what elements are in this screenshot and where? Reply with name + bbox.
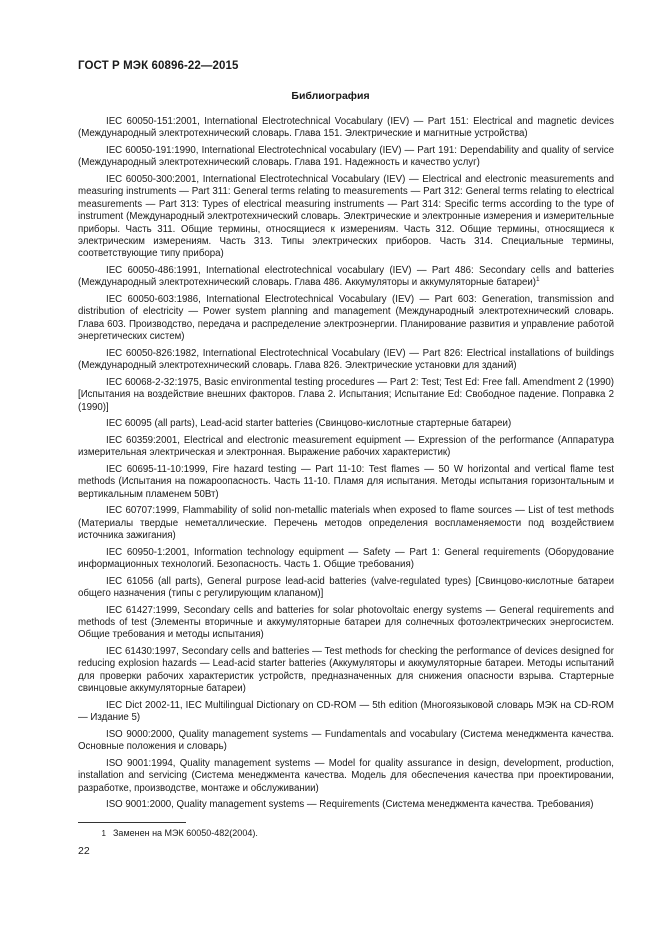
bibliography-entry bbox=[78, 505, 614, 542]
bibliography-entry bbox=[78, 145, 614, 170]
bibliography-entry bbox=[78, 758, 614, 795]
bibliography-title: Библиография bbox=[291, 90, 370, 102]
bibliography-entry bbox=[78, 799, 614, 811]
bibliography-entry bbox=[78, 646, 614, 696]
entry-text: ISO 9001:1994, Quality management systems — Model for quality assurance in design, development, production, installation and servicing (Система менеджмента качества. Модель для обеспечения качества при проектировании, разработке, производстве, монтаже и обслуживании) bbox=[78, 757, 614, 794]
entry-text: IEC 60050-191:1990, International Electrotechnical vocabulary (IEV) — Part 191: Dependability and quality of service (Международный электротехнический словарь. Глава 191. Надежность и качество услуг) bbox=[78, 145, 614, 169]
entry-text: IEC 60050-486:1991, International electrotechnical vocabulary (IEV) — Part 486: Secondary cells and batteries (Международный электротехнический словарь. Глава 486. Аккумуляторы и аккумуляторные батареи) bbox=[78, 265, 614, 289]
bibliography-entry bbox=[78, 700, 614, 725]
entry-text: IEC Dict 2002-11, IEC Multilingual Dictionary on CD-ROM — 5th edition (Многоязыковой словарь МЭК на CD-ROM — Издание 5) bbox=[78, 699, 614, 724]
footnote-reference: 1 bbox=[536, 276, 540, 284]
bibliography-entry bbox=[78, 547, 614, 572]
bibliography-list bbox=[78, 116, 614, 816]
bibliography-entry bbox=[78, 464, 614, 501]
entry-text: IEC 60068-2-32:1975, Basic environmental testing procedures — Part 2: Test; Test Ed: Free fall. Amendment 2 (1990) [Испытания на воздействие внешних факторов. Глава 2. Испытания; Испытание Ed: Свободное падение. Поправка 2 (1990)] bbox=[78, 376, 614, 413]
footnote-mark: 1 bbox=[101, 829, 106, 838]
bibliography-entry bbox=[78, 116, 614, 141]
entry-text: IEC 60050-300:2001, International Electrotechnical Vocabulary (IEV) — Electrical and electronic measurements and measuring instruments — Part 311: General terms relating to measurements — Part 312: General terms relating to electrical measurements — Part 313: Types of electrical measuring instruments — Part 314: Specific terms according to the type of instrument (Международный электротехнический словарь. Электрические и электронные измерения и измерительные приборы. Часть 311. Общие термины, относящиеся к измерениям. Часть 312. Общие термины, относящиеся к электрическим измерениям. Часть 313. Типы электрических приборов. Часть 314. Специальные термины, соответствующие типу прибора) bbox=[78, 174, 614, 260]
entry-text: IEC 60050-151:2001, International Electrotechnical Vocabulary (IEV) — Part 151: Electrical and magnetic devices (Международный электротехнический словарь. Глава 151. Электрические и магнитные устройства) bbox=[78, 116, 614, 140]
entry-text: ISO 9001:2000, Quality management systems — Requirements (Система менеджмента качества. Требования) bbox=[106, 799, 594, 811]
entry-text: IEC 60050-826:1982, International Electrotechnical Vocabulary (IEV) — Part 826: Electrical installations of buildings (Международный электротехнический словарь. Глава 826. Электрические установки для зданий) bbox=[78, 347, 614, 372]
footnote-separator bbox=[78, 822, 186, 823]
entry-text: IEC 60707:1999, Flammability of solid non-metallic materials when exposed to flame sources — List of test methods (Материалы твердые неметаллические. Перечень методов определения воспламеняемости под воздействием источника зажигания) bbox=[78, 505, 614, 542]
bibliography-entry bbox=[78, 174, 614, 261]
bibliography-entry bbox=[78, 265, 614, 290]
bibliography-entry bbox=[78, 435, 614, 460]
bibliography-entry bbox=[78, 605, 614, 642]
entry-text: IEC 61056 (all parts), General purpose lead-acid batteries (valve-regulated types) [Свинцово-кислотные батареи общего назначения (типы с регулирующим клапаном)] bbox=[78, 575, 614, 600]
entry-text: IEC 60950-1:2001, Information technology equipment — Safety — Part 1: General requirements (Оборудование информационных технологий. Безопасность. Часть 1. Общие требования) bbox=[78, 546, 614, 571]
bibliography-entry bbox=[78, 576, 614, 601]
entry-text: ISO 9000:2000, Quality management systems — Fundamentals and vocabulary (Система менеджмента качества. Основные положения и словарь) bbox=[78, 728, 614, 753]
bibliography-entry bbox=[78, 729, 614, 754]
document-header: ГОСТ Р МЭК 60896-22—2015 bbox=[78, 60, 239, 72]
entry-text: IEC 60695-11-10:1999, Fire hazard testing — Part 11-10: Test flames — 50 W horizontal and vertical flame test methods (Испытания на пожароопасность. Часть 11-10. Пламя для испытания. Методы испытания горизонтальным и вертикальным пламенем 50Вт) bbox=[78, 463, 614, 500]
footnote-text: Заменен на МЭК 60050-482(2004). bbox=[113, 828, 258, 838]
bibliography-entry bbox=[78, 348, 614, 373]
entry-text: IEC 60095 (all parts), Lead-acid starter batteries (Свинцово-кислотные стартерные батареи) bbox=[106, 418, 512, 430]
bibliography-entry bbox=[78, 377, 614, 414]
footnote bbox=[78, 828, 258, 838]
entry-text: IEC 60050-603:1986, International Electrotechnical Vocabulary (IEV) — Part 603: Generation, transmission and distribution of electricity — Power system planning and management (Международный электротехнический словарь. Глава 603. Производство, передача и распределение электроэнергии. Планирование развития и управление работой энергетических систем) bbox=[78, 294, 614, 343]
entry-text: IEC 61430:1997, Secondary cells and batteries — Test methods for checking the performance of devices designed for reducing explosion hazards — Lead-acid starter batteries (Аккумуляторы и аккумуляторные батареи. Методы испытаний для проверки рабочих характеристик устройств, предназначенных для снижения опасности взрыва. Стартерные свинцовые аккумуляторные батареи) bbox=[78, 646, 614, 695]
entry-text: IEC 60359:2001, Electrical and electronic measurement equipment — Expression of the performance (Аппаратура измерительная электрическая и электронная. Выражение рабочих характеристик) bbox=[78, 434, 614, 459]
page-number: 22 bbox=[78, 845, 90, 857]
entry-text: IEC 61427:1999, Secondary cells and batteries for solar photovoltaic energy systems — General requirements and methods of test (Элементы вторичные и аккумуляторные батареи для солнечных фотоэлектрических энергосистем. Общие требования и методы испытания) bbox=[78, 604, 614, 641]
bibliography-entry bbox=[78, 418, 614, 430]
bibliography-entry bbox=[78, 294, 614, 344]
